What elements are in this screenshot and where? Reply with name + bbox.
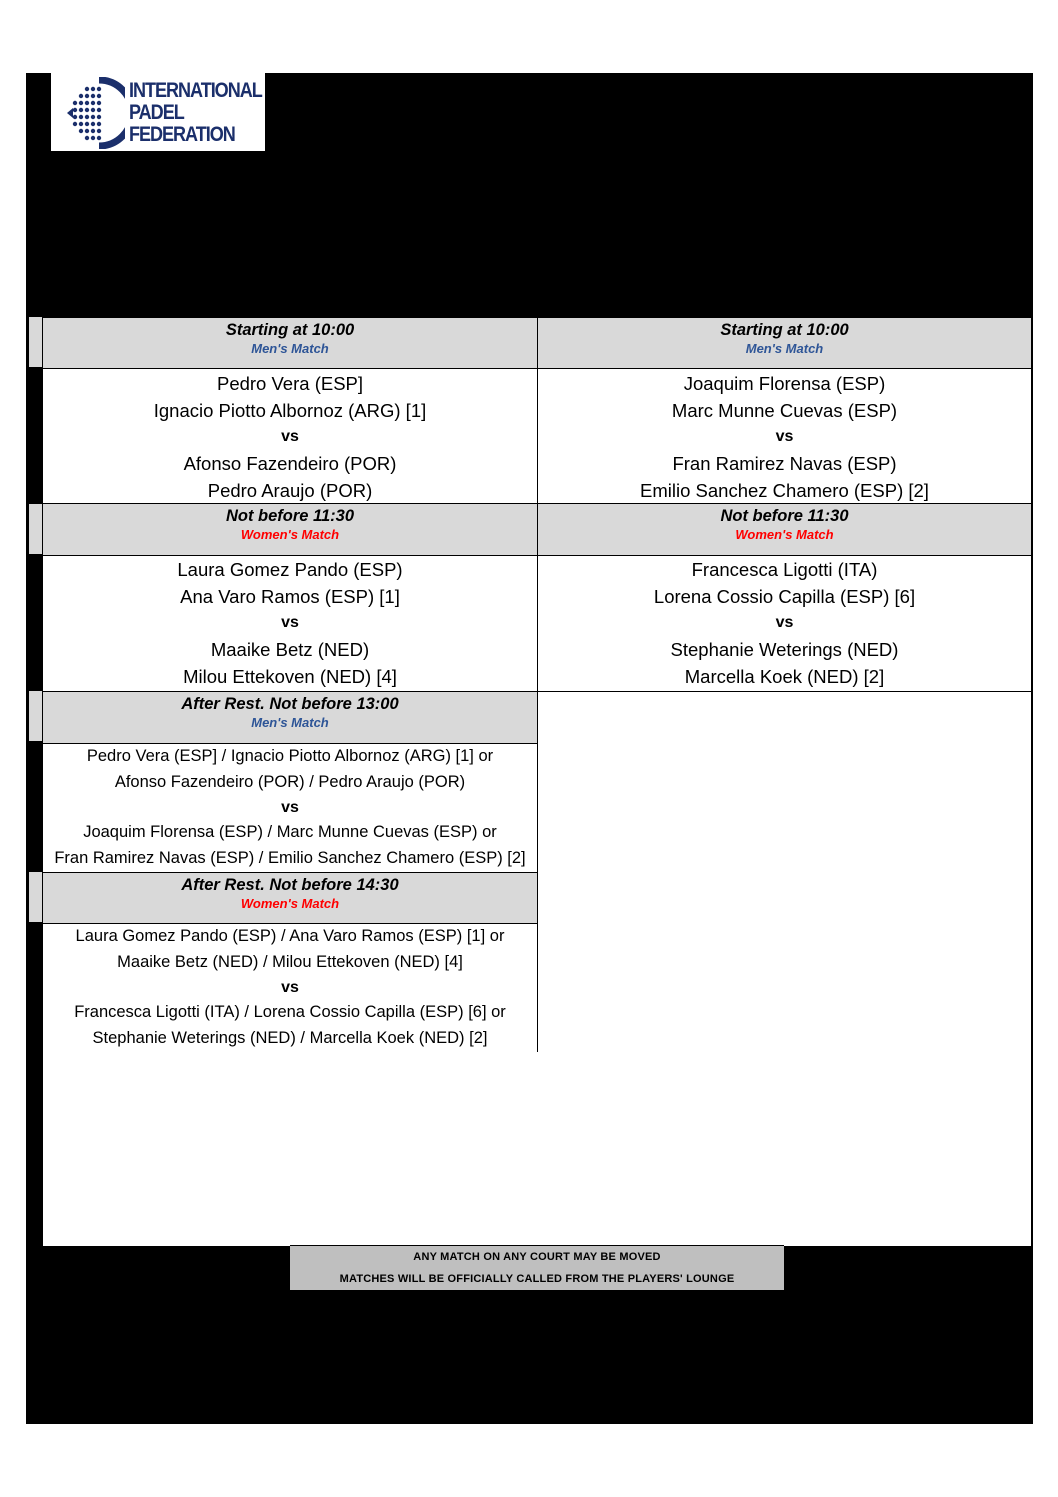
player-name: Maaike Betz (NED) (210, 639, 370, 660)
row-strip (29, 872, 42, 922)
team-line: Francesca Ligotti (ITA) / Lorena Cossio Capilla (ESP) [6] or (74, 1003, 506, 1021)
match-header (537, 503, 1032, 556)
team-line: Pedro Vera (ESP] / Ignacio Piotto Albornoz (ARG) [1] or (86, 747, 494, 765)
match-category: Women's Match (240, 896, 340, 911)
match-card (42, 555, 538, 692)
match-card (42, 368, 538, 504)
row-strip (29, 504, 42, 554)
match-category: Men's Match (251, 715, 329, 730)
player-name: Joaquim Florensa (ESP) (683, 373, 886, 394)
team-line: Fran Ramirez Navas (ESP) / Emilio Sanchez Chamero (ESP) [2] (54, 848, 526, 867)
notice-line: ANY MATCH ON ANY COURT MAY BE MOVED (413, 1251, 661, 1263)
match-time: After Rest. Not before 14:30 (181, 876, 399, 894)
team-line: Afonso Fazendeiro (POR) / Pedro Araujo (POR) (114, 772, 466, 791)
team-line: Laura Gomez Pando (ESP) / Ana Varo Ramos (ESP) [1] or (75, 927, 505, 945)
match-card (537, 555, 1032, 692)
player-name: Ignacio Piotto Albornoz (ARG) [1] (153, 400, 427, 421)
team-line: Stephanie Weterings (NED) / Marcella Koek (NED) [2] (92, 1028, 488, 1047)
logo-line-1: INTERNATIONAL (129, 79, 262, 102)
player-name: Pedro Vera (ESP] (216, 373, 364, 394)
vs-label: vs (281, 428, 299, 445)
logo-line-2: PADEL (129, 101, 184, 124)
team-line: Joaquim Florensa (ESP) / Marc Munne Cuevas (ESP) or (83, 823, 497, 841)
vs-label: vs (281, 979, 299, 996)
empty-slot (537, 691, 1032, 1053)
player-name: Milou Ettekoven (NED) [4] (183, 666, 397, 687)
player-name: Afonso Fazendeiro (POR) (183, 453, 397, 474)
match-time: Not before 11:30 (225, 507, 355, 525)
match-category: Women's Match (735, 527, 834, 542)
match-header (42, 872, 538, 924)
match-header (42, 691, 538, 744)
match-card (537, 368, 1032, 504)
match-category: Men's Match (745, 341, 824, 356)
ipf-logo (51, 73, 265, 151)
player-name: Marcella Koek (NED) [2] (684, 666, 885, 687)
match-header (537, 317, 1032, 369)
logo-wordmark (129, 80, 262, 146)
vs-label: vs (281, 799, 299, 816)
player-name: Fran Ramirez Navas (ESP) (672, 453, 897, 474)
match-time: After Rest. Not before 13:00 (181, 695, 399, 713)
player-name: Lorena Cossio Capilla (ESP) [6] (653, 586, 916, 607)
match-card (42, 743, 538, 873)
logo-line-3: FEDERATION (129, 123, 235, 146)
match-header (42, 317, 538, 369)
player-name: Marc Munne Cuevas (ESP) (671, 400, 898, 421)
notes-area (42, 1052, 1032, 1246)
padel-ball-icon (65, 77, 125, 149)
player-name: Emilio Sanchez Chamero (ESP) [2] (640, 480, 929, 501)
notice-line: MATCHES WILL BE OFFICIALLY CALLED FROM THE PLAYERS' LOUNGE (339, 1273, 735, 1285)
match-time: Starting at 10:00 (720, 321, 849, 339)
row-strip (29, 691, 42, 741)
row-strip (29, 317, 42, 367)
player-name: Pedro Araujo (POR) (207, 480, 373, 501)
match-time: Not before 11:30 (720, 507, 849, 525)
player-name: Francesca Ligotti (ITA) (691, 559, 878, 580)
player-name: Laura Gomez Pando (ESP) (177, 559, 403, 580)
vs-label: vs (775, 428, 794, 445)
match-header (42, 503, 538, 556)
notice-box (290, 1245, 784, 1290)
vs-label: vs (775, 614, 794, 631)
match-category: Men's Match (251, 341, 329, 356)
player-name: Ana Varo Ramos (ESP) [1] (180, 586, 400, 607)
match-card (42, 923, 538, 1053)
vs-label: vs (281, 614, 299, 631)
player-name: Stephanie Weterings (NED) (670, 639, 899, 660)
match-time: Starting at 10:00 (225, 321, 355, 339)
team-line: Maaike Betz (NED) / Milou Ettekoven (NED) [4] (117, 952, 463, 971)
match-category: Women's Match (240, 527, 340, 542)
